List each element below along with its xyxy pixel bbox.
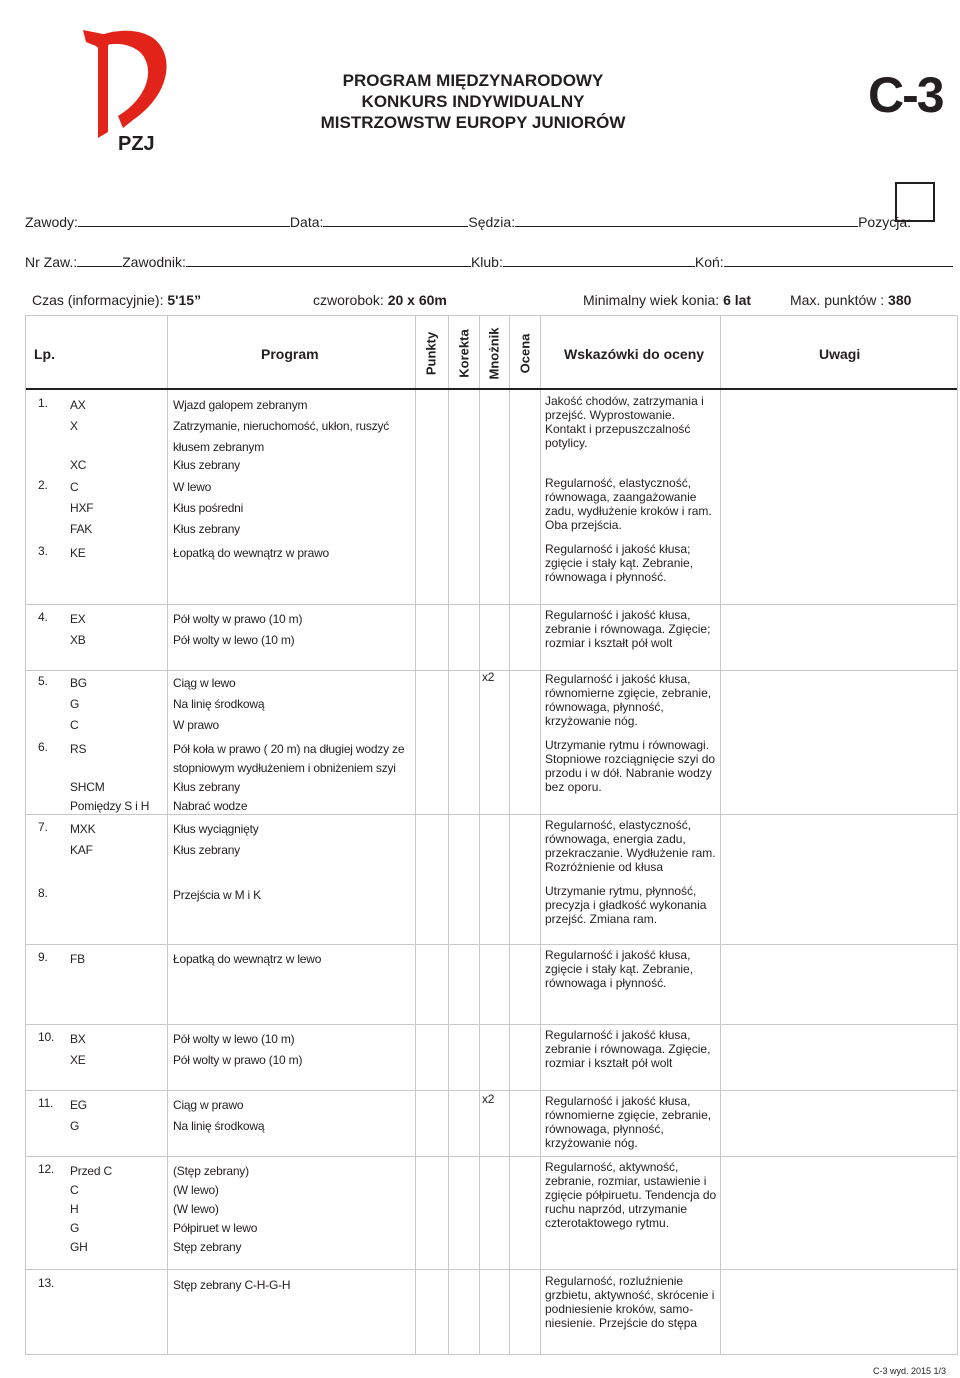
movement-letters: FB bbox=[70, 952, 85, 966]
movement-description: Pół wolty w lewo (10 m) bbox=[173, 633, 295, 647]
movement-letters: AX bbox=[70, 398, 86, 412]
zawodnik-label: Zawodnik: bbox=[122, 254, 186, 270]
evaluation-hint: Regularność i jakość kłusa, równomierne zgięcie, zebranie, równowaga, płynność, krzyżowanie nóg. bbox=[545, 672, 712, 728]
title-line-1: PROGRAM MIĘDZYNARODOWY bbox=[342, 71, 604, 90]
movement-number: 9. bbox=[38, 950, 48, 964]
evaluation-hint: Regularność i jakość kłusa, równomierne zgięcie, zebranie, równowaga, płynność, krzyżowanie nóg. bbox=[545, 1094, 712, 1150]
movement-description: Kłus zebrany bbox=[173, 780, 240, 794]
movement-description: Pół wolty w prawo (10 m) bbox=[173, 1053, 303, 1067]
sedzia-field[interactable] bbox=[515, 212, 858, 227]
movement-description: Półpiruet w lewo bbox=[173, 1221, 258, 1235]
sedzia-label: Sędzia: bbox=[468, 214, 516, 230]
header-punkty: Punkty bbox=[423, 331, 439, 376]
movement-letters: HXF bbox=[70, 501, 94, 515]
movement-description: Kłus pośredni bbox=[173, 501, 244, 515]
movement-letters: C bbox=[70, 480, 79, 494]
movement-letters: G bbox=[70, 697, 80, 711]
zawody-field[interactable] bbox=[78, 212, 290, 227]
header-wskazowki: Wskazówki do oceny bbox=[564, 346, 705, 362]
evaluation-hint: Regularność i jakość kłusa, zebranie i równowaga. Zgięcie; rozmiar i kształt pół wolt bbox=[545, 608, 711, 650]
movement-number: 11. bbox=[38, 1096, 54, 1110]
movement-letters: G bbox=[70, 1221, 80, 1235]
pozycja-label: Pozycja: bbox=[858, 214, 912, 230]
kon-label: Koń: bbox=[694, 254, 724, 270]
movement-letters: C bbox=[70, 1183, 79, 1197]
movement-number: 2. bbox=[38, 478, 48, 492]
movement-description: Wjazd galopem zebranym bbox=[173, 398, 308, 412]
movement-letters: G bbox=[70, 1119, 80, 1133]
age-info: Minimalny wiek konia: 6 lat bbox=[583, 292, 752, 308]
movement-letters: C bbox=[70, 718, 79, 732]
evaluation-hint: Regularność i jakość kłusa, zgięcie i stały kąt. Zebranie, równowaga i płynność. bbox=[545, 948, 694, 990]
movement-description: Na linię środkową bbox=[173, 1119, 265, 1133]
evaluation-hint: Utrzymanie rytmu, płynność, precyzja i gładkość wykonania przejść. Zmiana ram. bbox=[545, 884, 707, 926]
movement-description: Pół koła w prawo ( 20 m) na długiej wodzy ze bbox=[173, 742, 405, 756]
max-points-info: Max. punktów : 380 bbox=[790, 292, 912, 308]
klub-field[interactable] bbox=[503, 252, 695, 267]
header-uwagi: Uwagi bbox=[819, 346, 861, 362]
svg-text:PZJ: PZJ bbox=[118, 133, 155, 155]
evaluation-hint: Regularność, aktywność, zebranie, rozmiar, ustawienie i zgięcie półpiruetu. Tendencja do ruchu naprzód, utrzymanie czterotaktowego rytmu. bbox=[545, 1160, 717, 1230]
movement-letters: KE bbox=[70, 546, 86, 560]
movement-description: (W lewo) bbox=[173, 1202, 219, 1216]
evaluation-hint: Regularność, elastyczność, równowaga, zaangażowanie zadu, wydłużenie kroków i ram. Oba przejścia. bbox=[545, 476, 712, 532]
movement-description: Ciąg w prawo bbox=[173, 1098, 244, 1112]
coefficient: x2 bbox=[482, 1092, 495, 1106]
movement-number: 7. bbox=[38, 820, 48, 834]
movement-description: Pół wolty w lewo (10 m) bbox=[173, 1032, 295, 1046]
evaluation-hint: Regularność, rozluźnienie grzbietu, aktywność, skrócenie i podniesienie kroków, samo-niesienie. Przejście do stępa bbox=[545, 1274, 715, 1330]
movement-description: Ciąg w lewo bbox=[173, 676, 236, 690]
movement-letters: BG bbox=[70, 676, 87, 690]
movement-number: 8. bbox=[38, 886, 48, 900]
movement-description: (Stęp zebrany) bbox=[173, 1164, 249, 1178]
footer-edition: C-3 wyd. 2015 1/3 bbox=[872, 1366, 946, 1376]
header-program: Program bbox=[261, 346, 319, 362]
scoring-table bbox=[25, 315, 958, 1355]
title-line-2: KONKURS INDYWIDUALNY bbox=[361, 92, 585, 111]
zawody-label: Zawody: bbox=[25, 214, 78, 230]
movement-letters: BX bbox=[70, 1032, 86, 1046]
movement-number: 13. bbox=[38, 1276, 55, 1290]
movement-description: kłusem zebranym bbox=[173, 440, 265, 454]
movement-letters: Przed C bbox=[70, 1164, 112, 1178]
movement-description: Kłus wyciągnięty bbox=[173, 822, 259, 836]
title-line-3: MISTRZOWSTW EUROPY JUNIORÓW bbox=[320, 113, 626, 132]
movement-description: Zatrzymanie, nieruchomość, ukłon, ruszyć bbox=[173, 419, 390, 433]
movement-letters: H bbox=[70, 1202, 79, 1216]
movement-description: Łopatką do wewnątrz w lewo bbox=[173, 952, 322, 966]
movement-number: 12. bbox=[38, 1162, 55, 1176]
movement-description: Stęp zebrany bbox=[173, 1240, 242, 1254]
pzj-logo bbox=[78, 20, 178, 155]
data-label: Data: bbox=[289, 214, 324, 230]
movement-description: Kłus zebrany bbox=[173, 522, 240, 536]
movement-letters: X bbox=[70, 419, 78, 433]
movement-description: Przejścia w M i K bbox=[173, 888, 261, 902]
header-lp: Lp. bbox=[34, 346, 55, 362]
movement-number: 10. bbox=[38, 1030, 55, 1044]
movement-letters: FAK bbox=[70, 522, 93, 536]
movement-description: Nabrać wodze bbox=[173, 799, 248, 813]
movement-letters: RS bbox=[70, 742, 87, 756]
movement-description: Kłus zebrany bbox=[173, 458, 240, 472]
movement-number: 6. bbox=[38, 740, 48, 754]
movement-letters: EX bbox=[70, 612, 86, 626]
header-ocena: Ocena bbox=[517, 333, 533, 374]
coefficient: x2 bbox=[482, 670, 495, 684]
movement-description: Pół wolty w prawo (10 m) bbox=[173, 612, 303, 626]
movement-letters: KAF bbox=[70, 843, 93, 857]
klub-label: Klub: bbox=[470, 254, 503, 270]
arena-info: czworobok: 20 x 60m bbox=[313, 292, 447, 308]
movement-letters: XC bbox=[70, 458, 87, 472]
nr-zaw-label: Nr Zaw.: bbox=[25, 254, 78, 270]
movement-letters: XE bbox=[70, 1053, 86, 1067]
data-field[interactable] bbox=[323, 212, 468, 227]
nr-zaw-field[interactable] bbox=[77, 252, 122, 267]
test-code: C-3 bbox=[868, 67, 943, 123]
evaluation-hint: Regularność i jakość kłusa; zgięcie i stały kąt. Zebranie, równowaga i płynność. bbox=[545, 542, 694, 584]
header-mnoznik: Mnożnik bbox=[486, 327, 502, 380]
zawodnik-field[interactable] bbox=[186, 252, 471, 267]
movement-description: Łopatką do wewnątrz w prawo bbox=[173, 546, 330, 560]
evaluation-hint: Utrzymanie rytmu i równowagi. Stopniowe rozciągnięcie szyi do przodu i w dół. Nabranie wodzy bez oporu. bbox=[545, 738, 716, 794]
header-korekta: Korekta bbox=[456, 329, 472, 378]
movement-letters: Pomiędzy S i H bbox=[70, 799, 150, 813]
evaluation-hint: Jakość chodów, zatrzymania i przejść. Wyprostowanie. Kontakt i przepuszczalność potylicy. bbox=[545, 394, 704, 450]
kon-field[interactable] bbox=[724, 252, 953, 267]
movement-letters: SHCM bbox=[70, 780, 105, 794]
movement-description: stopniowym wydłużeniem i obniżeniem szyi bbox=[173, 761, 396, 775]
movement-description: Stęp zebrany C-H-G-H bbox=[173, 1278, 291, 1292]
form-row-2 bbox=[25, 252, 953, 270]
evaluation-hint: Regularność i jakość kłusa, zebranie i równowaga. Zgięcie, rozmiar i kształt pół wolt bbox=[545, 1028, 711, 1070]
movement-number: 4. bbox=[38, 610, 48, 624]
movement-description: Na linię środkową bbox=[173, 697, 265, 711]
movement-description: (W lewo) bbox=[173, 1183, 219, 1197]
movement-description: W prawo bbox=[173, 718, 219, 732]
movement-letters: MXK bbox=[70, 822, 96, 836]
movement-description: Kłus zebrany bbox=[173, 843, 240, 857]
movement-letters: EG bbox=[70, 1098, 87, 1112]
movement-letters: GH bbox=[70, 1240, 88, 1254]
movement-number: 1. bbox=[38, 396, 48, 410]
evaluation-hint: Regularność, elastyczność, równowaga, energia zadu, przekraczanie. Wydłużenie ram. Rozróżnienie od kłusa bbox=[545, 818, 716, 874]
form-row-1 bbox=[25, 212, 911, 230]
movement-number: 3. bbox=[38, 544, 48, 558]
movement-description: W lewo bbox=[173, 480, 212, 494]
movement-letters: XB bbox=[70, 633, 86, 647]
movement-number: 5. bbox=[38, 674, 48, 688]
time-info: Czas (informacyjnie): 5'15” bbox=[32, 292, 202, 308]
